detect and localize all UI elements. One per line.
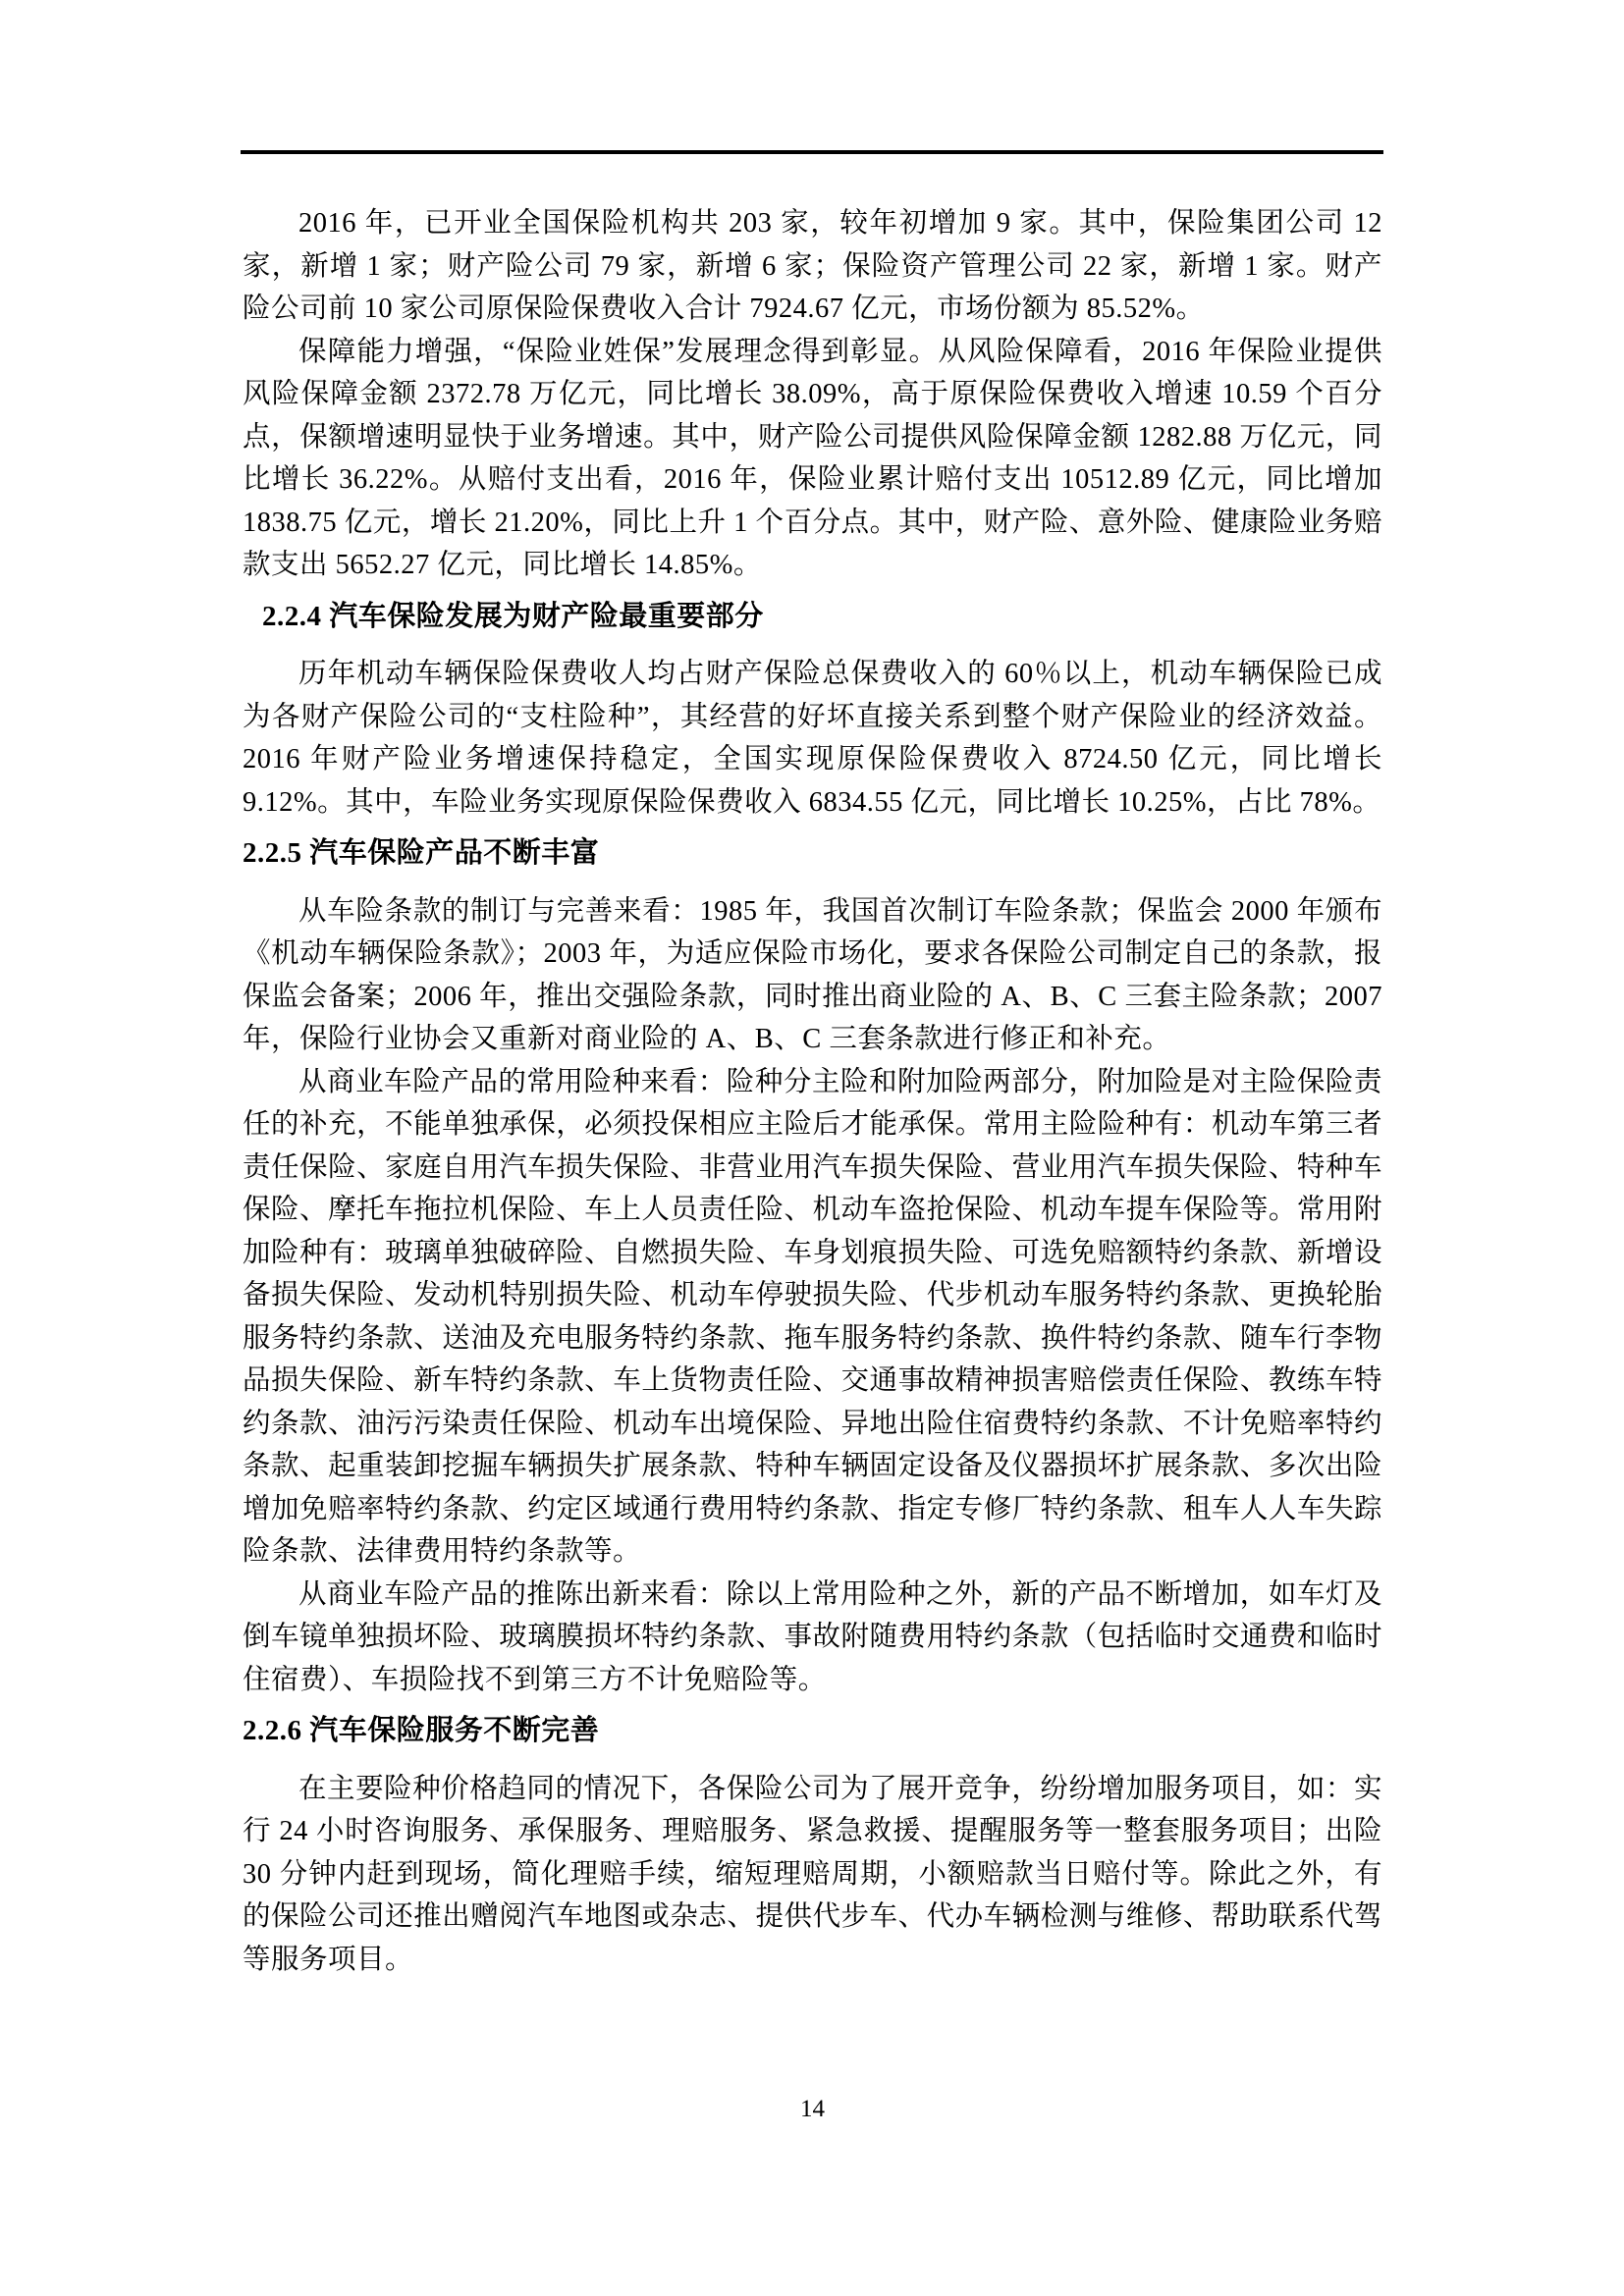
header-rule-divider (241, 150, 1383, 154)
body-paragraph-service-improvement: 在主要险种价格趋同的情况下，各保险公司为了展开竞争，纷纷增加服务项目，如：实行 24 小时咨询服务、承保服务、理赔服务、紧急救援、提醒服务等一整套服务项目；出险 30 分钟内赶到现场，简化理赔手续，缩短理赔周期，小额赔款当日赔付等。除此之外，有的保险公司还推出赠阅汽车地图或杂志、提供代步车、代办车辆检测与维修、帮助联系代驾等服务项目。 (243, 1773, 1382, 1975)
body-paragraph-insurance-institutions: 2016 年，已开业全国保险机构共 203 家，较年初增加 9 家。其中，保险集团公司 12 家，新增 1 家；财产险公司 79 家，新增 6 家；保险资产管理公司 22 家，新增 1 家。财产险公司前 10 家公司原保险保费收入合计 7924.67 亿元，市场份额为 85.52%。 (243, 208, 1382, 324)
body-paragraph-new-products: 从商业车险产品的推陈出新来看：除以上常用险种之外，新的产品不断增加，如车灯及倒车镜单独损坏险、玻璃膜损坏特约条款、事故附随费用特约条款（包括临时交通费和临时住宿费）、车损险找不到第三方不计免赔险等。 (243, 1578, 1382, 1695)
section-heading-2-2-4: 2.2.4 汽车保险发展为财产险最重要部分 (262, 600, 764, 632)
section-heading-2-2-6: 2.2.6 汽车保险服务不断完善 (243, 1715, 600, 1746)
document-body (243, 202, 1382, 1981)
page-number: 14 (800, 2096, 825, 2122)
section-heading-2-2-5: 2.2.5 汽车保险产品不断丰富 (243, 837, 600, 869)
body-paragraph-protection-capability: 保障能力增强，“保险业姓保”发展理念得到彰显。从风险保障看，2016 年保险业提供风险保障金额 2372.78 万亿元，同比增长 38.09%，高于原保险保费收入增速 10.59 个百分点，保额增速明显快于业务增速。其中，财产险公司提供风险保障金额 1282.88 万亿元，同比增长 36.22%。从赔付支出看，2016 年，保险业累计赔付支出 10512.89 亿元，同比增加 1838.75 亿元，增长 21.20%，同比上升 1 个百分点。其中，财产险、意外险、健康险业务赔款支出 5652.27 亿元，同比增长 14.85%。 (243, 336, 1382, 580)
body-paragraph-common-risk-types: 从商业车险产品的常用险种来看：险种分主险和附加险两部分，附加险是对主险保险责任的补充，不能单独承保，必须投保相应主险后才能承保。常用主险险种有：机动车第三者责任保险、家庭自用汽车损失保险、非营业用汽车损失保险、营业用汽车损失保险、特种车保险、摩托车拖拉机保险、车上人员责任险、机动车盗抢保险、机动车提车保险等。常用附加险种有：玻璃单独破碎险、自燃损失险、车身划痕损失险、可选免赔额特约条款、新增设备损失保险、发动机特别损失险、机动车停驶损失险、代步机动车服务特约条款、更换轮胎服务特约条款、送油及充电服务特约条款、拖车服务特约条款、换件特约条款、随车行李物品损失保险、新车特约条款、车上货物责任险、交通事故精神损害赔偿责任保险、教练车特约条款、油污污染责任保险、机动车出境保险、异地出险住宿费特约条款、不计免赔率特约条款、起重装卸挖掘车辆损失扩展条款、特种车辆固定设备及仪器损坏扩展条款、多次出险增加免赔率特约条款、约定区域通行费用特约条款、指定专修厂特约条款、租车人人车失踪险条款、法律费用特约条款等。 (243, 1066, 1382, 1567)
body-paragraph-clause-history: 从车险条款的制订与完善来看：1985 年，我国首次制订车险条款；保监会 2000 年颁布《机动车辆保险条款》；2003 年，为适应保险市场化，要求各保险公司制定自己的条款，报保监会备案；2006 年，推出交强险条款，同时推出商业险的 A、B、C 三套主险条款；2007 年，保险行业协会又重新对商业险的 A、B、C 三套条款进行修正和补充。 (243, 895, 1382, 1054)
body-paragraph-motor-insurance-share: 历年机动车辆保险保费收人均占财产保险总保费收入的 60％以上，机动车辆保险已成为各财产保险公司的“支柱险种”，其经营的好坏直接关系到整个财产保险业的经济效益。2016 年财产险业务增速保持稳定，全国实现原保险保费收入 8724.50 亿元，同比增长 9.12%。其中，车险业务实现原保险保费收入 6834.55 亿元，同比增长 10.25%，占比 78%。 (243, 659, 1382, 818)
